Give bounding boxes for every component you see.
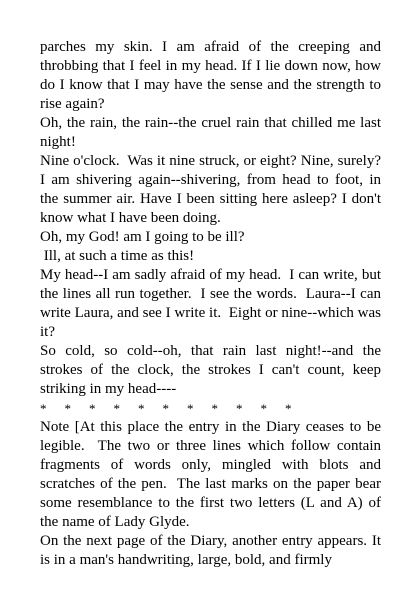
paragraph-my-head: My head--I am sadly afraid of my head. I can write, but the lines all run together. I see the words. Laura--I can write Laura, and see I write it. Eight or nine--which was it? xyxy=(40,267,385,340)
section-separator: * * * * * * * * * * * xyxy=(40,401,293,416)
paragraph-editor-note: Note [At this place the entry in the Diary ceases to be legible. The two or three lines which follow contain fragments of words only, mingled with blots and scratches of the pen. The last marks on the paper bear some resemblance to the first two letters (L and A) of the name of Lady Glyde. xyxy=(40,419,385,530)
paragraph-am-i-going-to-be-ill: Oh, my God! am I going to be ill? xyxy=(40,229,245,245)
paragraph-parches-my-skin: parches my skin. I am afraid of the creeping and throbbing that I feel in my head. If I lie down now, how do I know that I may have the sense and the strength to rise again? xyxy=(40,39,385,112)
paragraph-so-cold: So cold, so cold--oh, that rain last night!--and the strokes of the clock, the strokes I can't count, keep striking in my head---- xyxy=(40,343,385,397)
paragraph-the-cruel-rain: Oh, the rain, the rain--the cruel rain that chilled me last night! xyxy=(40,115,385,150)
paragraph-next-page-entry: On the next page of the Diary, another entry appears. It is in a man's handwriting, large, bold, and firmly xyxy=(40,533,385,568)
document-page xyxy=(40,38,385,570)
paragraph-ill-at-such-a-time: Ill, at such a time as this! xyxy=(40,248,195,264)
paragraph-nine-oclock: Nine o'clock. Was it nine struck, or eight? Nine, surely? I am shivering again--shivering, from head to foot, in the summer air. Have I been sitting here asleep? I don't know what I have been doing. xyxy=(40,153,385,226)
